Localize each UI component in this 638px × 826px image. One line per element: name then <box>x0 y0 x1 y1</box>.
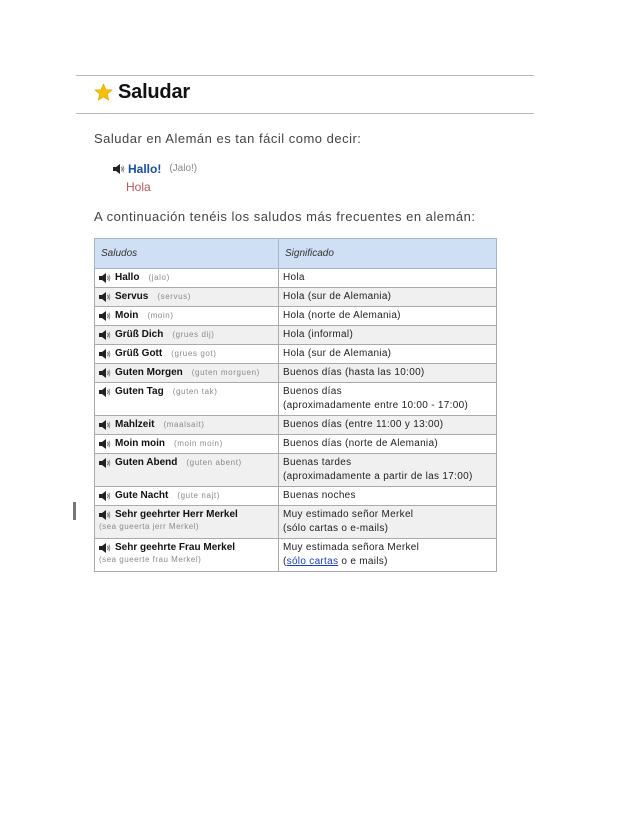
meaning-es: Hola (norte de Alemania) <box>283 310 401 321</box>
meaning-cell <box>279 364 497 383</box>
meaning-es: Hola (sur de Alemania) <box>283 291 392 302</box>
greeting-cell <box>95 307 279 326</box>
note-close: o e mails) <box>338 556 388 567</box>
speaker-icon[interactable] <box>113 164 125 174</box>
header-saludos: Saludos <box>95 239 279 269</box>
table-header-row <box>95 239 497 269</box>
meaning-es: Buenos días (norte de Alemania) <box>283 438 438 449</box>
star-icon <box>94 83 113 102</box>
greeting-de: Grüß Dich <box>115 329 164 340</box>
greeting-pron: (grues dij) <box>172 330 215 339</box>
example-line <box>113 160 197 178</box>
greeting-cell <box>95 288 279 307</box>
greeting-de: Grüß Gott <box>115 348 163 359</box>
meaning-es: Hola (informal) <box>283 329 354 340</box>
greeting-pron: (gute najt) <box>177 491 220 500</box>
greeting-cell <box>95 539 279 572</box>
greeting-pron: (moin moin) <box>174 439 223 448</box>
greeting-de: Guten Morgen <box>115 367 183 378</box>
table-row <box>95 487 497 506</box>
margin-mark <box>73 502 76 520</box>
header-significado: Significado <box>279 239 497 269</box>
meaning-es: Buenas tardes <box>283 457 352 468</box>
table-row <box>95 435 497 454</box>
greeting-cell <box>95 435 279 454</box>
greeting-de: Moin <box>115 310 139 321</box>
greeting-cell <box>95 326 279 345</box>
table-row <box>95 269 497 288</box>
meaning-cell <box>279 288 497 307</box>
meaning-es-note: (aproximadamente entre 10:00 - 17:00) <box>283 400 469 411</box>
speaker-icon[interactable] <box>99 439 111 449</box>
greetings-table <box>94 238 497 572</box>
top-rule <box>76 75 534 76</box>
greeting-pron: (sea gueerte frau Merkel) <box>99 555 202 564</box>
greeting-pron: (servus) <box>157 292 192 301</box>
meaning-cell <box>279 326 497 345</box>
meaning-cell <box>279 383 497 416</box>
meaning-cell <box>279 539 497 572</box>
speaker-icon[interactable] <box>99 368 111 378</box>
table-row <box>95 416 497 435</box>
speaker-icon[interactable] <box>99 273 111 283</box>
intro-text: Saludar en Alemán es tan fácil como decir: <box>94 131 362 146</box>
meaning-es-note <box>283 556 388 567</box>
greeting-pron: (guten morguen) <box>191 368 260 377</box>
lead-text: A continuación tenéis los saludos más frecuentes en alemán: <box>94 209 476 224</box>
meaning-cell <box>279 307 497 326</box>
table-row <box>95 345 497 364</box>
meaning-es: Buenos días <box>283 386 342 397</box>
meaning-cell <box>279 435 497 454</box>
example-pronunciation: (Jalo!) <box>169 163 198 174</box>
table-row <box>95 288 497 307</box>
greeting-pron: (sea gueerta jerr Merkel) <box>99 522 200 531</box>
meaning-es: Buenos días (entre 11:00 y 13:00) <box>283 419 444 430</box>
greeting-de: Sehr geehrter Herr Merkel <box>115 509 238 520</box>
greeting-pron: (grues got) <box>171 349 217 358</box>
meaning-es: Hola <box>283 272 305 283</box>
greeting-de: Servus <box>115 291 149 302</box>
greeting-de: Guten Abend <box>115 457 178 468</box>
speaker-icon[interactable] <box>99 458 111 468</box>
greeting-cell <box>95 364 279 383</box>
greeting-cell <box>95 506 279 539</box>
meaning-es: Muy estimado señor Merkel <box>283 509 414 520</box>
table-row <box>95 506 497 539</box>
meaning-es-note: (aproximadamente a partir de las 17:00) <box>283 471 473 482</box>
table-row <box>95 326 497 345</box>
speaker-icon[interactable] <box>99 311 111 321</box>
table-row <box>95 307 497 326</box>
table-row <box>95 364 497 383</box>
speaker-icon[interactable] <box>99 387 111 397</box>
meaning-es: Muy estimada señora Merkel <box>283 542 420 553</box>
page-title-text: Saludar <box>118 81 190 103</box>
meaning-cell <box>279 416 497 435</box>
greeting-pron: (moin) <box>147 311 174 320</box>
meaning-es: Buenos días (hasta las 10:00) <box>283 367 425 378</box>
speaker-icon[interactable] <box>99 491 111 501</box>
meaning-cell <box>279 454 497 487</box>
table-row <box>95 454 497 487</box>
speaker-icon[interactable] <box>99 349 111 359</box>
greeting-de: Gute Nacht <box>115 490 169 501</box>
greeting-pron: (guten abent) <box>186 458 242 467</box>
greeting-cell <box>95 269 279 288</box>
greeting-de: Moin moin <box>115 438 165 449</box>
note-open: ( <box>283 556 287 567</box>
greeting-cell <box>95 345 279 364</box>
meaning-cell <box>279 269 497 288</box>
speaker-icon[interactable] <box>99 543 111 553</box>
table-row <box>95 539 497 572</box>
meaning-cell <box>279 487 497 506</box>
greeting-de: Mahlzeit <box>115 419 155 430</box>
speaker-icon[interactable] <box>99 510 111 520</box>
greeting-cell <box>95 454 279 487</box>
greeting-de: Sehr geehrte Frau Merkel <box>115 542 236 553</box>
meaning-es: Hola (sur de Alemania) <box>283 348 392 359</box>
meaning-cell <box>279 506 497 539</box>
meaning-cell <box>279 345 497 364</box>
greeting-de: Guten Tag <box>115 386 164 397</box>
example-block <box>113 160 197 196</box>
page-title <box>94 81 190 104</box>
greeting-pron: (maalsait) <box>163 420 205 429</box>
table-row <box>95 383 497 416</box>
meaning-es: Buenas noches <box>283 490 356 501</box>
example-word: Hallo! <box>128 162 162 176</box>
greeting-de: Hallo <box>115 272 140 283</box>
greeting-pron: (guten tak) <box>172 387 218 396</box>
greeting-cell <box>95 383 279 416</box>
example-translation: Hola <box>126 180 151 194</box>
greeting-cell <box>95 487 279 506</box>
greeting-pron: (jalo) <box>148 273 170 282</box>
solo-cartas-link[interactable]: sólo cartas <box>286 556 339 567</box>
greeting-cell <box>95 416 279 435</box>
speaker-icon[interactable] <box>99 292 111 302</box>
title-rule <box>76 113 534 114</box>
meaning-es-note: (sólo cartas o e-mails) <box>283 523 389 534</box>
speaker-icon[interactable] <box>99 420 111 430</box>
speaker-icon[interactable] <box>99 330 111 340</box>
